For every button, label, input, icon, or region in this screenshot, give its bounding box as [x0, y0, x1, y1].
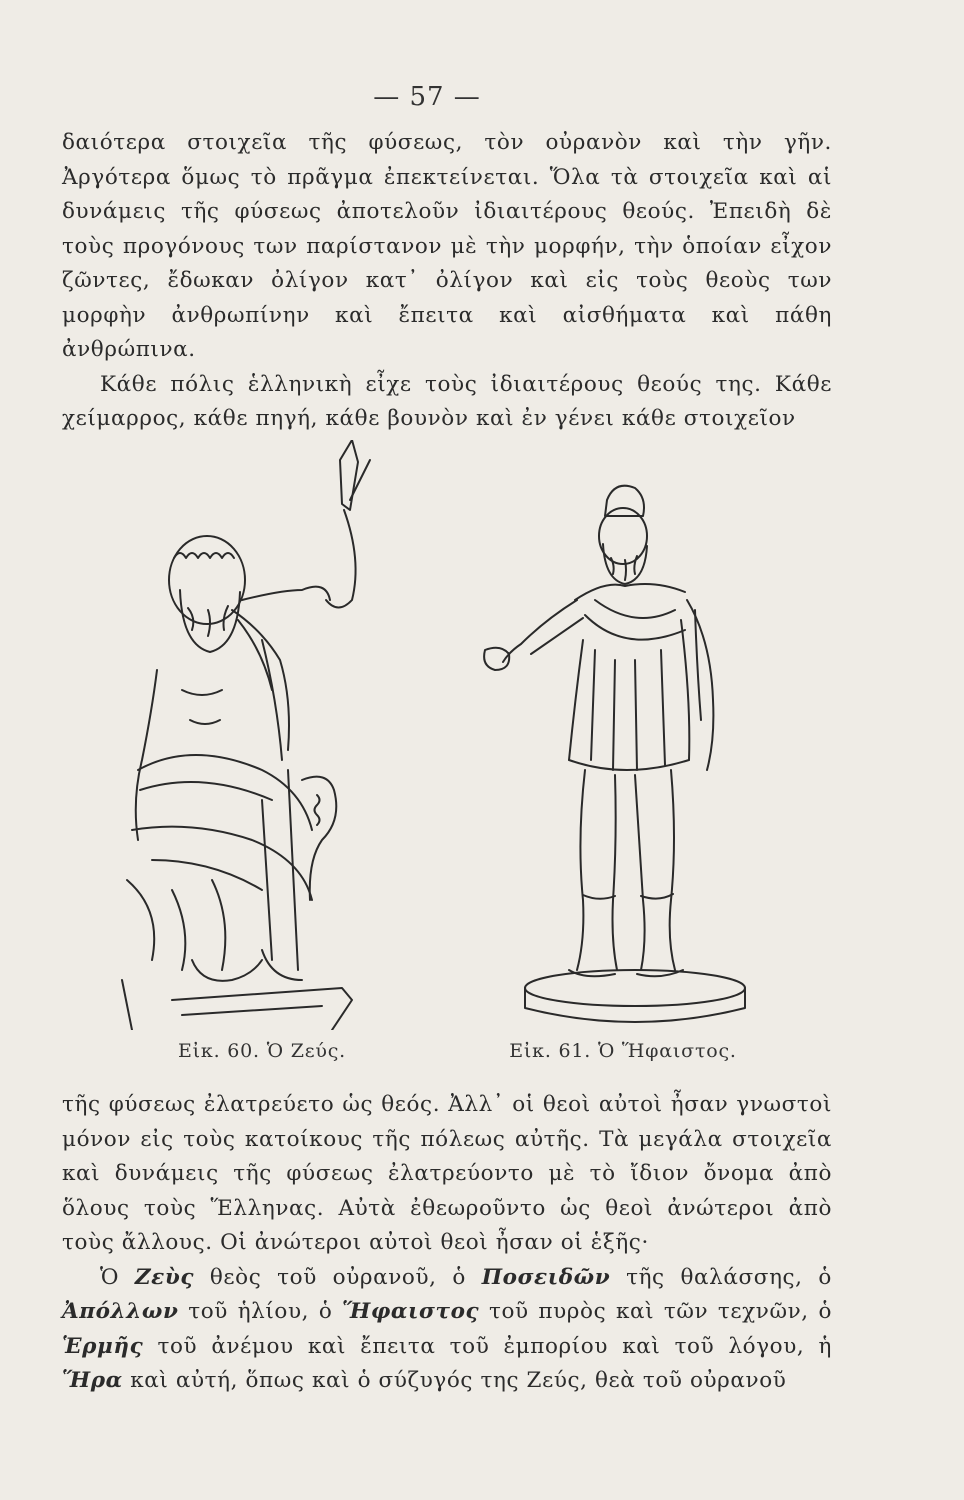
paragraph: δαιότερα στοιχεῖα τῆς φύσεως, τὸν οὐρανὸν καὶ τὴν γῆν. Ἀργότερα ὅμως τὸ πρᾶγμα ἐπεκτείνεται. Ὅλα τὰ στοιχεῖα καὶ αἱ δυνάμεις τῆς φύσεως ἀποτελοῦν ἰδιαιτέρους θεούς. Ἐπειδὴ δὲ τοὺς προγόνους των παρίστανον μὲ τὴν μορφήν, τὴν ὁποίαν εἶχον ζῶντες, ἔδωκαν ὀλίγον κατ᾽ ὀλίγον καὶ εἰς τοὺς θεοὺς των μορφὴν ἀνθρωπίνην καὶ ἔπειτα καὶ αἰσθήματα καὶ πάθη ἀνθρώπινα. [62, 130, 832, 362]
figure-zeus [112, 440, 392, 1062]
text-span: τοῦ ἡλίου, ὁ [178, 1299, 343, 1324]
paragraph: Κάθε πόλις ἑλληνικὴ εἶχε τοὺς ἰδιαιτέρους θεούς της. Κάθε χείμαρρος, κάθε πηγή, κάθε βουνὸν καὶ ἐν γένει κάθε στοιχεῖον [62, 371, 832, 431]
figure-caption: Εἰκ. 61. Ὁ Ἥφαιστος. [509, 1040, 737, 1062]
god-name-zeus: Ζεὺς [134, 1264, 195, 1290]
zeus-statue-illustration [112, 440, 392, 1030]
god-name-apollon: Ἀπόλλων [62, 1299, 179, 1324]
figure-hephaestus [465, 440, 765, 1062]
paragraph: τῆς φύσεως ἐλατρεύετο ὡς θεός. Ἀλλ᾽ οἱ θεοὶ αὐτοὶ ἦσαν γνωστοὶ μόνον εἰς τοὺς κατοίκους τῆς πόλεως αὐτῆς. Τὰ μεγάλα στοιχεῖα καὶ δυνάμεις τῆς φύσεως ἐλατρεύοντο μὲ τὸ ἴδιον ὄνομα ἀπὸ ὅλους τοὺς Ἕλληνας. Αὐτὰ ἐθεωροῦντο ὡς θεοὶ ἀνώτεροι ἀπὸ τοὺς ἄλλους. Οἱ ἀνώτεροι αὐτοὶ θεοὶ ἦσαν οἱ ἑξῆς· [62, 1092, 832, 1255]
text-span: Ὁ [100, 1264, 135, 1290]
page-number: — 57 — [373, 82, 481, 112]
paragraph-gods-list [62, 1261, 832, 1399]
text-span: θεὸς τοῦ οὐρανοῦ, ὁ [194, 1264, 482, 1290]
bottom-text-block [62, 1088, 832, 1399]
figure-caption: Εἰκ. 60. Ὁ Ζεύς. [178, 1040, 346, 1062]
text-span: τοῦ ἀνέμου καὶ ἔπειτα τοῦ ἐμπορίου καὶ τοῦ λόγου, ἡ [143, 1333, 832, 1359]
text-span: τοῦ πυρὸς καὶ τῶν τεχνῶν, ὁ [479, 1299, 832, 1324]
text-span: τῆς θαλάσσης, ὁ [610, 1264, 832, 1290]
god-name-hera: Ἥρα [62, 1368, 123, 1393]
hephaestus-statue-illustration [465, 440, 765, 1030]
god-name-hephaistos: Ἥφαιστος [342, 1299, 480, 1324]
text-span: καὶ αὐτή, ὅπως καὶ ὁ σύζυγός της Ζεύς, θεὰ τοῦ οὐρανοῦ [122, 1368, 787, 1393]
god-name-hermes: Ἑρμῆς [62, 1333, 144, 1359]
top-text-block [62, 126, 832, 437]
god-name-poseidon: Ποσειδῶν [481, 1264, 611, 1290]
